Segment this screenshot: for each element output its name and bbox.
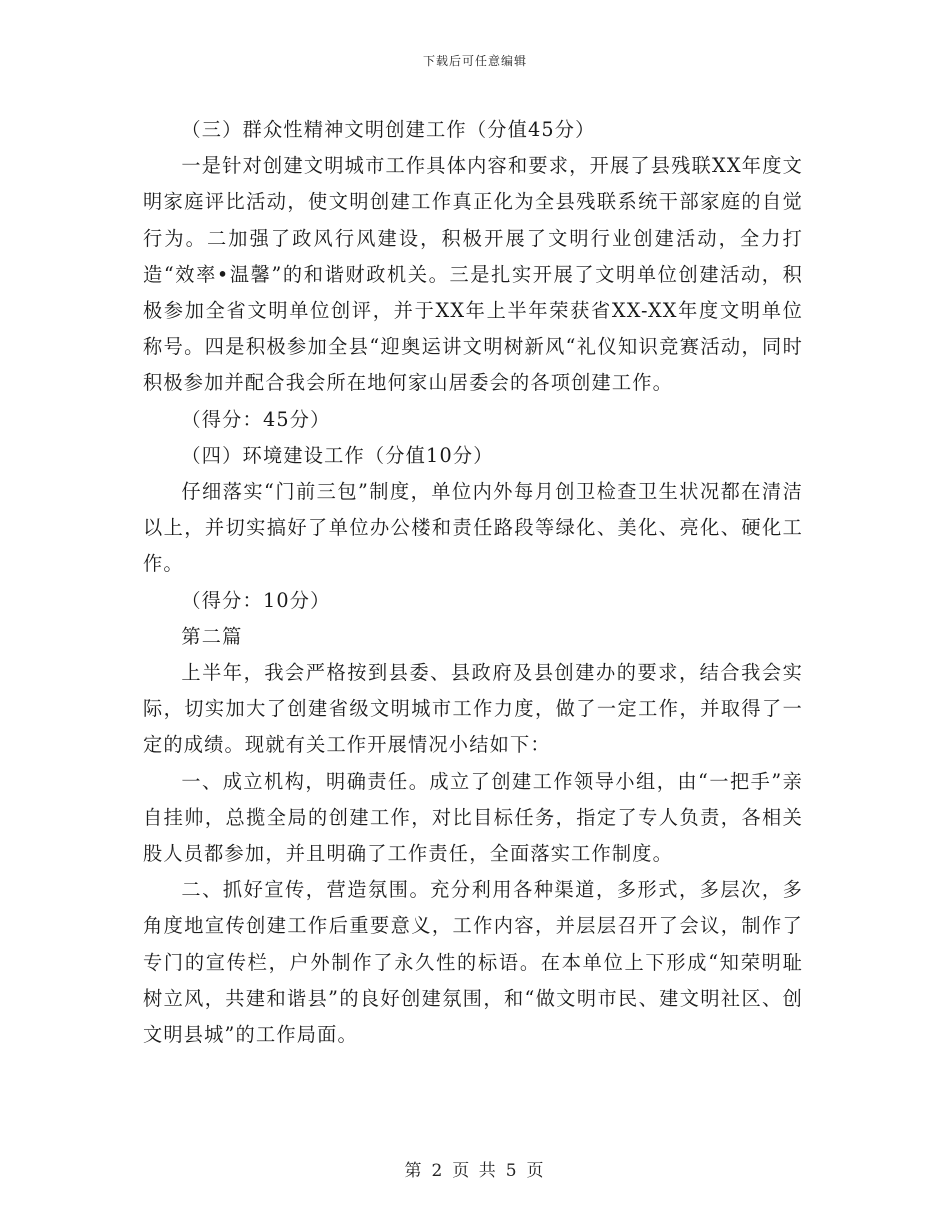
footer-prefix: 第 (404, 1161, 424, 1181)
paragraph-organization: 一、成立机构，明确责任。成立了创建工作领导小组，由“一把手”亲自挂帅，总揽全局的创建工作，对比目标任务，指定了专人负责，各相关股人员都参加，并且明确了工作责任，全面落实工作制度。 (143, 769, 803, 866)
footer-suffix: 页 (526, 1161, 546, 1181)
score-line-45: （得分：45分） (181, 407, 331, 431)
page-footer (0, 1156, 950, 1181)
paragraph-environment: 仔细落实“门前三包”制度，单位内外每月创卫检查卫生状况都在清洁以上，并切实搞好了单位办公楼和责任路段等绿化、美化、亮化、硬化工作。 (143, 480, 803, 576)
document-body (143, 112, 803, 1053)
section-heading-4: （四）环境建设工作（分值10分） (181, 443, 494, 467)
paragraph-intro: 上半年，我会严格按到县委、县政府及县创建办的要求，结合我会实际，切实加大了创建省级文明城市工作力度，做了一定工作，并取得了一定的成绩。现就有关工作开展情况小结如下： (143, 661, 803, 757)
footer-total-pages: 5 (505, 1161, 519, 1181)
part-heading-second: 第二篇 (181, 624, 243, 648)
footer-current-page: 2 (431, 1161, 445, 1181)
page-header-note: 下载后可任意编辑 (422, 54, 527, 68)
paragraph-civilization-activities: 一是针对创建文明城市工作具体内容和要求，开展了县残联XX年度文明家庭评比活动，使文明创建工作真正化为全县残联系统干部家庭的自觉行为。二加强了政风行风建设，积极开展了文明行业创建活动，全力打造“效率•温馨”的和谐财政机关。三是扎实开展了文明单位创建活动，积极参加全省文明单位创评，并于XX年上半年荣获省XX-XX年度文明单位称号。四是积极参加全县“迎奥运讲文明树新风“礼仪知识竞赛活动，同时积极参加并配合我会所在地何家山居委会的各项创建工作。 (143, 154, 803, 395)
footer-middle: 页 共 (452, 1161, 498, 1181)
paragraph-publicity: 二、抓好宣传，营造氛围。充分利用各种渠道，多形式，多层次，多角度地宣传创建工作后重要意义，工作内容，并层层召开了会议，制作了专门的宣传栏，户外制作了永久性的标语。在本单位上下形成“知荣明耻树立风，共建和谐县”的良好创建氛围，和“做文明市民、建文明社区、创文明县城”的工作局面。 (143, 878, 803, 1047)
score-line-10: （得分：10分） (181, 588, 331, 612)
section-heading-3: （三）群众性精神文明创建工作（分值45分） (181, 118, 596, 141)
